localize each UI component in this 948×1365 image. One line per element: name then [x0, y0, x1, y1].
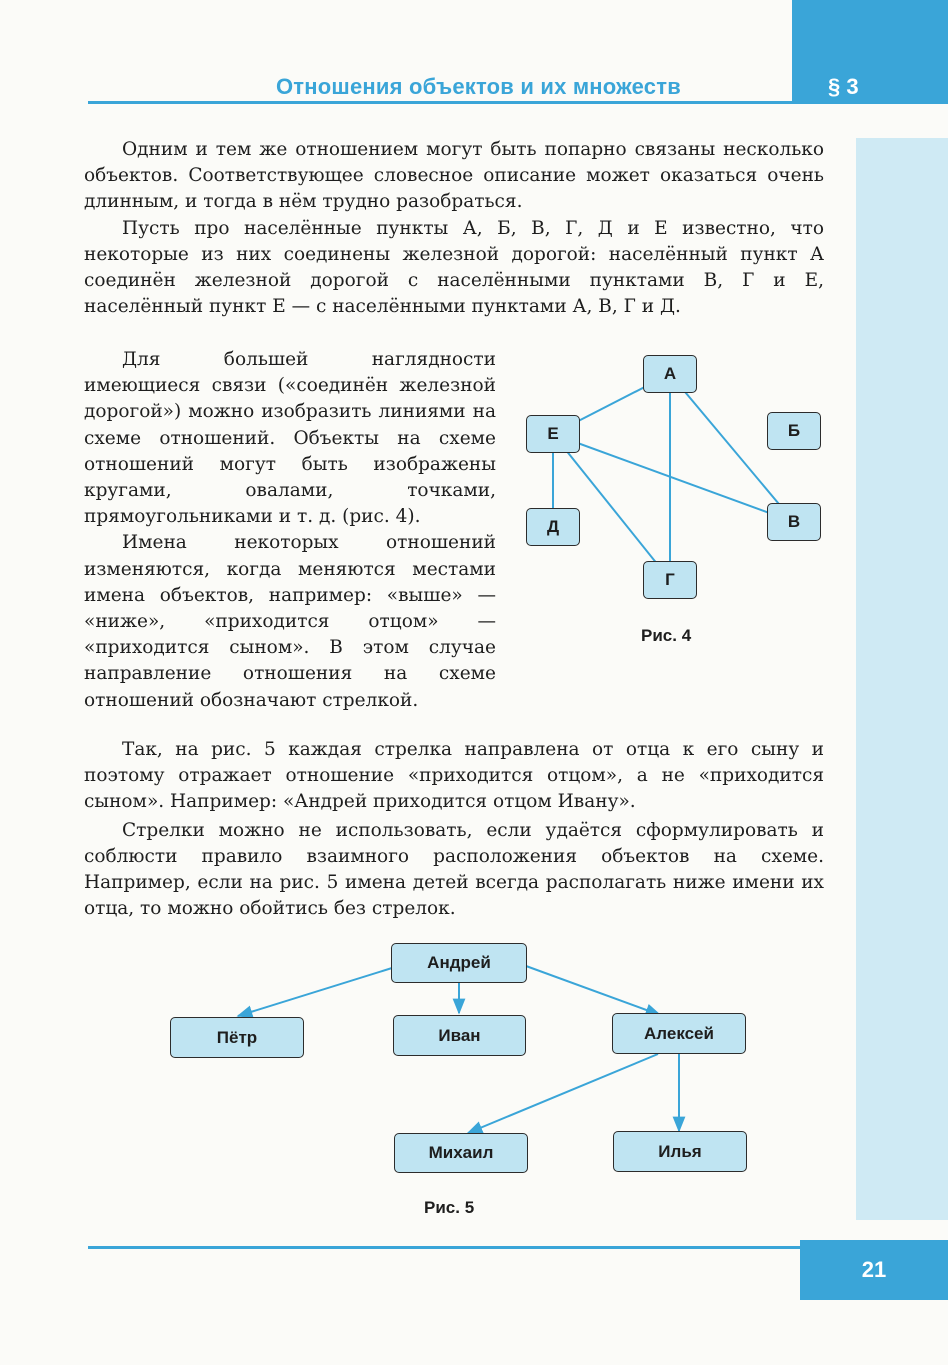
node-g: Г [643, 561, 697, 599]
node-d: Д [526, 508, 580, 546]
section-label: § 3 [828, 74, 859, 99]
paragraph: Для большей наглядности имеющиеся связи («соединён железной дорогой») можно изобразить линиями на схеме отношений. Объекты на схеме отношений могут быть изображены кругами, овалами, точками, прямоугольниками и т. д. (рис. 4). [84, 349, 496, 528]
node-v: В [767, 503, 821, 541]
node-andrey: Андрей [391, 943, 527, 983]
text-bottom [84, 737, 824, 922]
arrow-andrey-petr [238, 968, 392, 1016]
paragraph: Стрелки можно не использовать, если удаётся сформулировать и соблюсти правило взаимного расположения объектов на схеме. Например, если на рис. 5 имена детей всегда располагать ниже имени их отца, то можно обойтись без стрелок. [84, 819, 824, 920]
node-aleksey: Алексей [612, 1013, 746, 1054]
paragraph: Имена некоторых отношений изменяются, когда меняются местами имена объектов, например: «выше» — «ниже», «приходится отцом» — «приходится сыном». В этом случае направление отношения на схеме отношений обозначают стрелкой. [84, 532, 496, 711]
paragraph: Пусть про населённые пункты А, Б, В, Г, Д и Е известно, что некоторые из них соединены железной дорогой: населённый пункт А соединён железной дорогой с населёнными пунктами В, Г и Е, населённый пункт Е — с населёнными пунктами А, В, Г и Д. [84, 217, 824, 318]
arrow-aleksey-mikhail [468, 1054, 658, 1133]
paragraph: Так, на рис. 5 каждая стрелка направлена от отца к его сыну и поэтому отражает отношение «приходится отцом», а не «приходится сыном». Например: «Андрей приходится отцом Ивану». [84, 739, 824, 813]
page-title: Отношения объектов и их множеств [276, 74, 681, 99]
figure-4-caption: Рис. 4 [641, 626, 692, 645]
node-e: Е [526, 415, 580, 453]
page-number-tab [800, 1240, 948, 1300]
footer-rule [88, 1246, 800, 1249]
node-ivan: Иван [393, 1015, 526, 1056]
page-number: 21 [861, 1257, 887, 1282]
paragraph: Одним и тем же отношением могут быть попарно связаны несколько объектов. Соответствующее словесное описание может оказаться очень длинным, и тогда в нём трудно разобраться. [84, 139, 824, 213]
figure-5-caption: Рис. 5 [424, 1198, 475, 1217]
arrow-andrey-aleksey [526, 966, 660, 1015]
node-b: Б [767, 412, 821, 450]
node-a: А [643, 355, 697, 393]
node-petr: Пётр [170, 1017, 304, 1058]
node-mikhail: Михаил [394, 1133, 528, 1173]
node-ilya: Илья [613, 1131, 747, 1172]
